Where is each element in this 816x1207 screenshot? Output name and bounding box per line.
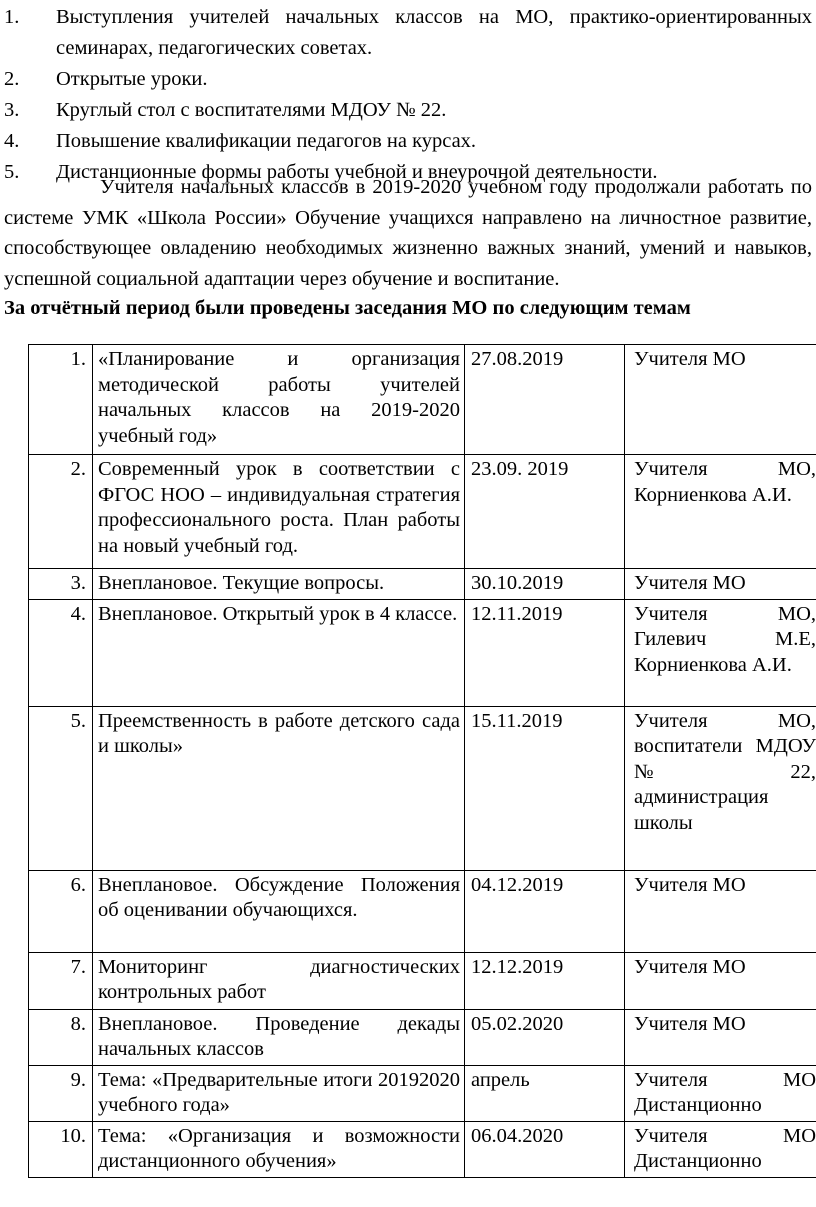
meeting-topic: Преемственность в работе детского сада и школы»: [93, 706, 465, 870]
list-item-text: Открытые уроки.: [56, 68, 208, 90]
meeting-responsible: Учителя МО: [625, 1009, 816, 1065]
row-number: 8.: [29, 1009, 93, 1065]
meetings-table: [28, 344, 816, 1178]
meeting-responsible: Учителя МО, Гилевич М.Е, Корниенкова А.И.: [625, 599, 816, 706]
meeting-responsible: Учителя МО, воспитатели МДОУ № 22, администрация школы: [625, 706, 816, 870]
list-item-text: Круглый стол с воспитателями МДОУ № 22.: [56, 99, 447, 121]
meeting-date: 30.10.2019: [465, 569, 625, 600]
table-row: [29, 569, 816, 600]
table-row: [29, 455, 816, 569]
row-number: 2.: [29, 455, 93, 569]
meeting-topic: Тема: «Организация и возможности дистанционного обучения»: [93, 1121, 465, 1177]
table-row: [29, 1009, 816, 1065]
list-item-number: 1.: [4, 6, 20, 28]
meeting-date: 23.09. 2019: [465, 455, 625, 569]
list-item: [0, 95, 816, 126]
table-row: [29, 1065, 816, 1121]
table-row: [29, 870, 816, 952]
meeting-responsible: Учителя МО: [625, 952, 816, 1009]
row-number: 9.: [29, 1065, 93, 1121]
meeting-date: 04.12.2019: [465, 870, 625, 952]
table-row: [29, 952, 816, 1009]
meeting-topic: Мониторинг диагностических контрольных работ: [93, 952, 465, 1009]
row-number: 5.: [29, 706, 93, 870]
row-number: 7.: [29, 952, 93, 1009]
list-item-number: 2.: [4, 68, 20, 90]
meeting-date: 15.11.2019: [465, 706, 625, 870]
row-number: 10.: [29, 1121, 93, 1177]
row-number: 1.: [29, 345, 93, 455]
meeting-date: 27.08.2019: [465, 345, 625, 455]
planned-activities-list: [0, 2, 816, 188]
meeting-topic: Тема: «Предварительные итоги 20192020 учебного года»: [93, 1065, 465, 1121]
meeting-topic: Внеплановое. Текущие вопросы.: [93, 569, 465, 600]
meeting-responsible: Учителя МО Дистанционно: [625, 1121, 816, 1177]
meeting-responsible: Учителя МО: [625, 345, 816, 455]
row-number: 6.: [29, 870, 93, 952]
row-number: 4.: [29, 599, 93, 706]
meeting-topic: Внеплановое. Проведение декады начальных классов: [93, 1009, 465, 1065]
list-item-number: 5.: [4, 161, 20, 183]
table-row: [29, 345, 816, 455]
meeting-topic: Современный урок в соответствии с ФГОС НОО – индивидуальная стратегия профессионального роста. План работы на новый учебный год.: [93, 455, 465, 569]
list-item: [0, 2, 816, 64]
section-heading: За отчётный период были проведены заседания МО по следующим темам: [4, 297, 691, 319]
table-row: [29, 599, 816, 706]
list-item-number: 4.: [4, 130, 20, 152]
list-item-text: Выступления учителей начальных классов на МО, практико-ориентированных семинарах, педагогических советах.: [56, 6, 812, 59]
list-item-text: Дистанционные формы работы учебной и внеурочной деятельности.: [56, 161, 658, 183]
meeting-responsible: Учителя МО: [625, 870, 816, 952]
meeting-date: апрель: [465, 1065, 625, 1121]
meeting-date: 12.11.2019: [465, 599, 625, 706]
table-row: [29, 1121, 816, 1177]
meeting-date: 06.04.2020: [465, 1121, 625, 1177]
meeting-responsible: Учителя МО Дистанционно: [625, 1065, 816, 1121]
list-item-text: Повышение квалификации педагогов на курсах.: [56, 130, 477, 152]
meeting-topic: Внеплановое. Обсуждение Положения об оценивании обучающихся.: [93, 870, 465, 952]
body-paragraph: Учителя начальных классов в 2019-2020 учебном году продолжали работать по системе УМК «Школа России» Обучение учащихся направлено на личностное развитие, способствующее овладению необходимых жизненно важных знаний, умений и навыков, успешной социальной адаптации через обучение и воспитание.: [4, 176, 812, 290]
list-item-number: 3.: [4, 99, 20, 121]
meeting-responsible: Учителя МО: [625, 569, 816, 600]
meeting-date: 12.12.2019: [465, 952, 625, 1009]
meeting-topic: Внеплановое. Открытый урок в 4 классе.: [93, 599, 465, 706]
meeting-responsible: Учителя МО, Корниенкова А.И.: [625, 455, 816, 569]
row-number: 3.: [29, 569, 93, 600]
meeting-date: 05.02.2020: [465, 1009, 625, 1065]
table-row: [29, 706, 816, 870]
list-item: [0, 126, 816, 157]
meeting-topic: «Планирование и организация методической работы учителей начальных классов на 2019-2020 учебный год»: [93, 345, 465, 455]
list-item: [0, 64, 816, 95]
